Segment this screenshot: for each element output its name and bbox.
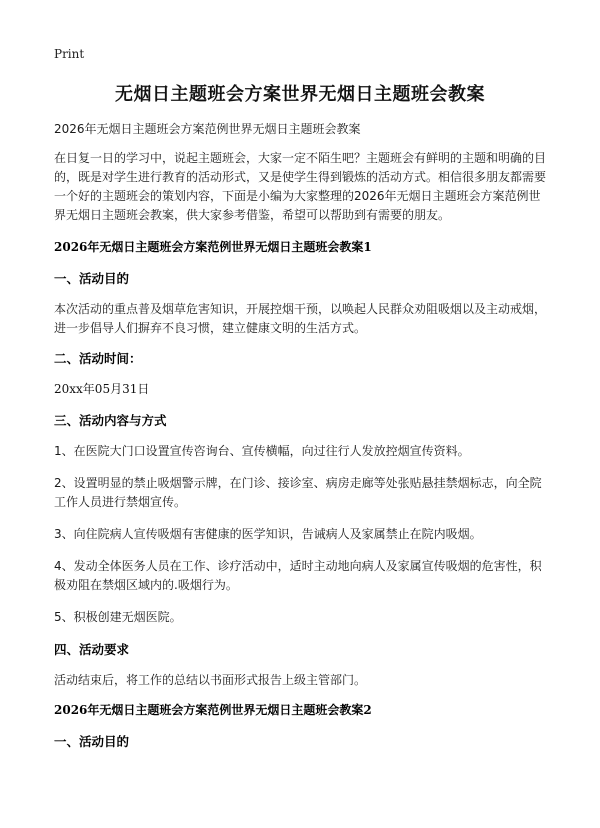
document-subtitle: 2026年无烟日主题班会方案范例世界无烟日主题班会教案 [54, 122, 361, 136]
list-item: 2、设置明显的禁止吸烟警示牌，在门诊、接诊室、病房走廊等处张贴悬挂禁烟标志，向全院工作人员进行禁烟宣传。 [54, 476, 542, 509]
plan2-heading: 2026年无烟日主题班会方案范例世界无烟日主题班会教案2 [54, 703, 372, 717]
list-item: 3、向住院病人宣传吸烟有害健康的医学知识，告诫病人及家属禁止在院内吸烟。 [54, 527, 482, 541]
section-content-heading: 三、活动内容与方式 [54, 413, 167, 428]
plan1-heading: 2026年无烟日主题班会方案范例世界无烟日主题班会教案1 [54, 240, 372, 254]
list-item: 1、在医院大门口设置宣传咨询台、宣传横幅，向过往行人发放控烟宣传资料。 [54, 444, 470, 458]
list-item: 4、发动全体医务人员在工作、诊疗活动中，适时主动地向病人及家属宣传吸烟的危害性，积极劝阻在禁烟区域内的.吸烟行为。 [54, 559, 542, 592]
document-content [54, 120, 546, 763]
intro-paragraph: 在日复一日的学习中，说起主题班会，大家一定不陌生吧？主题班会有鲜明的主题和明确的目的，既是对学生进行教育的活动形式，又是使学生得到锻炼的活动方式。相信很多朋友都需要一个好的主题班会的策划内容，下面是小编为大家整理的2026年无烟日主题班会方案范例世界无烟日主题班会教案，供大家参考借鉴，希望可以帮助到有需要的朋友。 [54, 151, 547, 222]
print-label[interactable]: Print [54, 47, 85, 61]
section-purpose-heading: 一、活动目的 [54, 271, 130, 286]
section-requirements-text: 活动结束后，将工作的总结以书面形式报告上级主管部门。 [54, 673, 367, 687]
section-time-date: 20xx年05月31日 [54, 382, 150, 396]
section-time-heading: 二、活动时间： [54, 351, 142, 366]
section-requirements-heading: 四、活动要求 [54, 642, 130, 657]
section-purpose-text: 本次活动的重点普及烟草危害知识，开展控烟干预，以唤起人民群众劝阻吸烟以及主动戒烟，进一步倡导人们摒弃不良习惯，建立健康文明的生活方式。 [54, 302, 547, 335]
plan2-section-purpose-heading: 一、活动目的 [54, 734, 130, 749]
page-title: 无烟日主题班会方案世界无烟日主题班会教案 [115, 84, 485, 105]
list-item: 5、积极创建无烟医院。 [54, 610, 182, 624]
